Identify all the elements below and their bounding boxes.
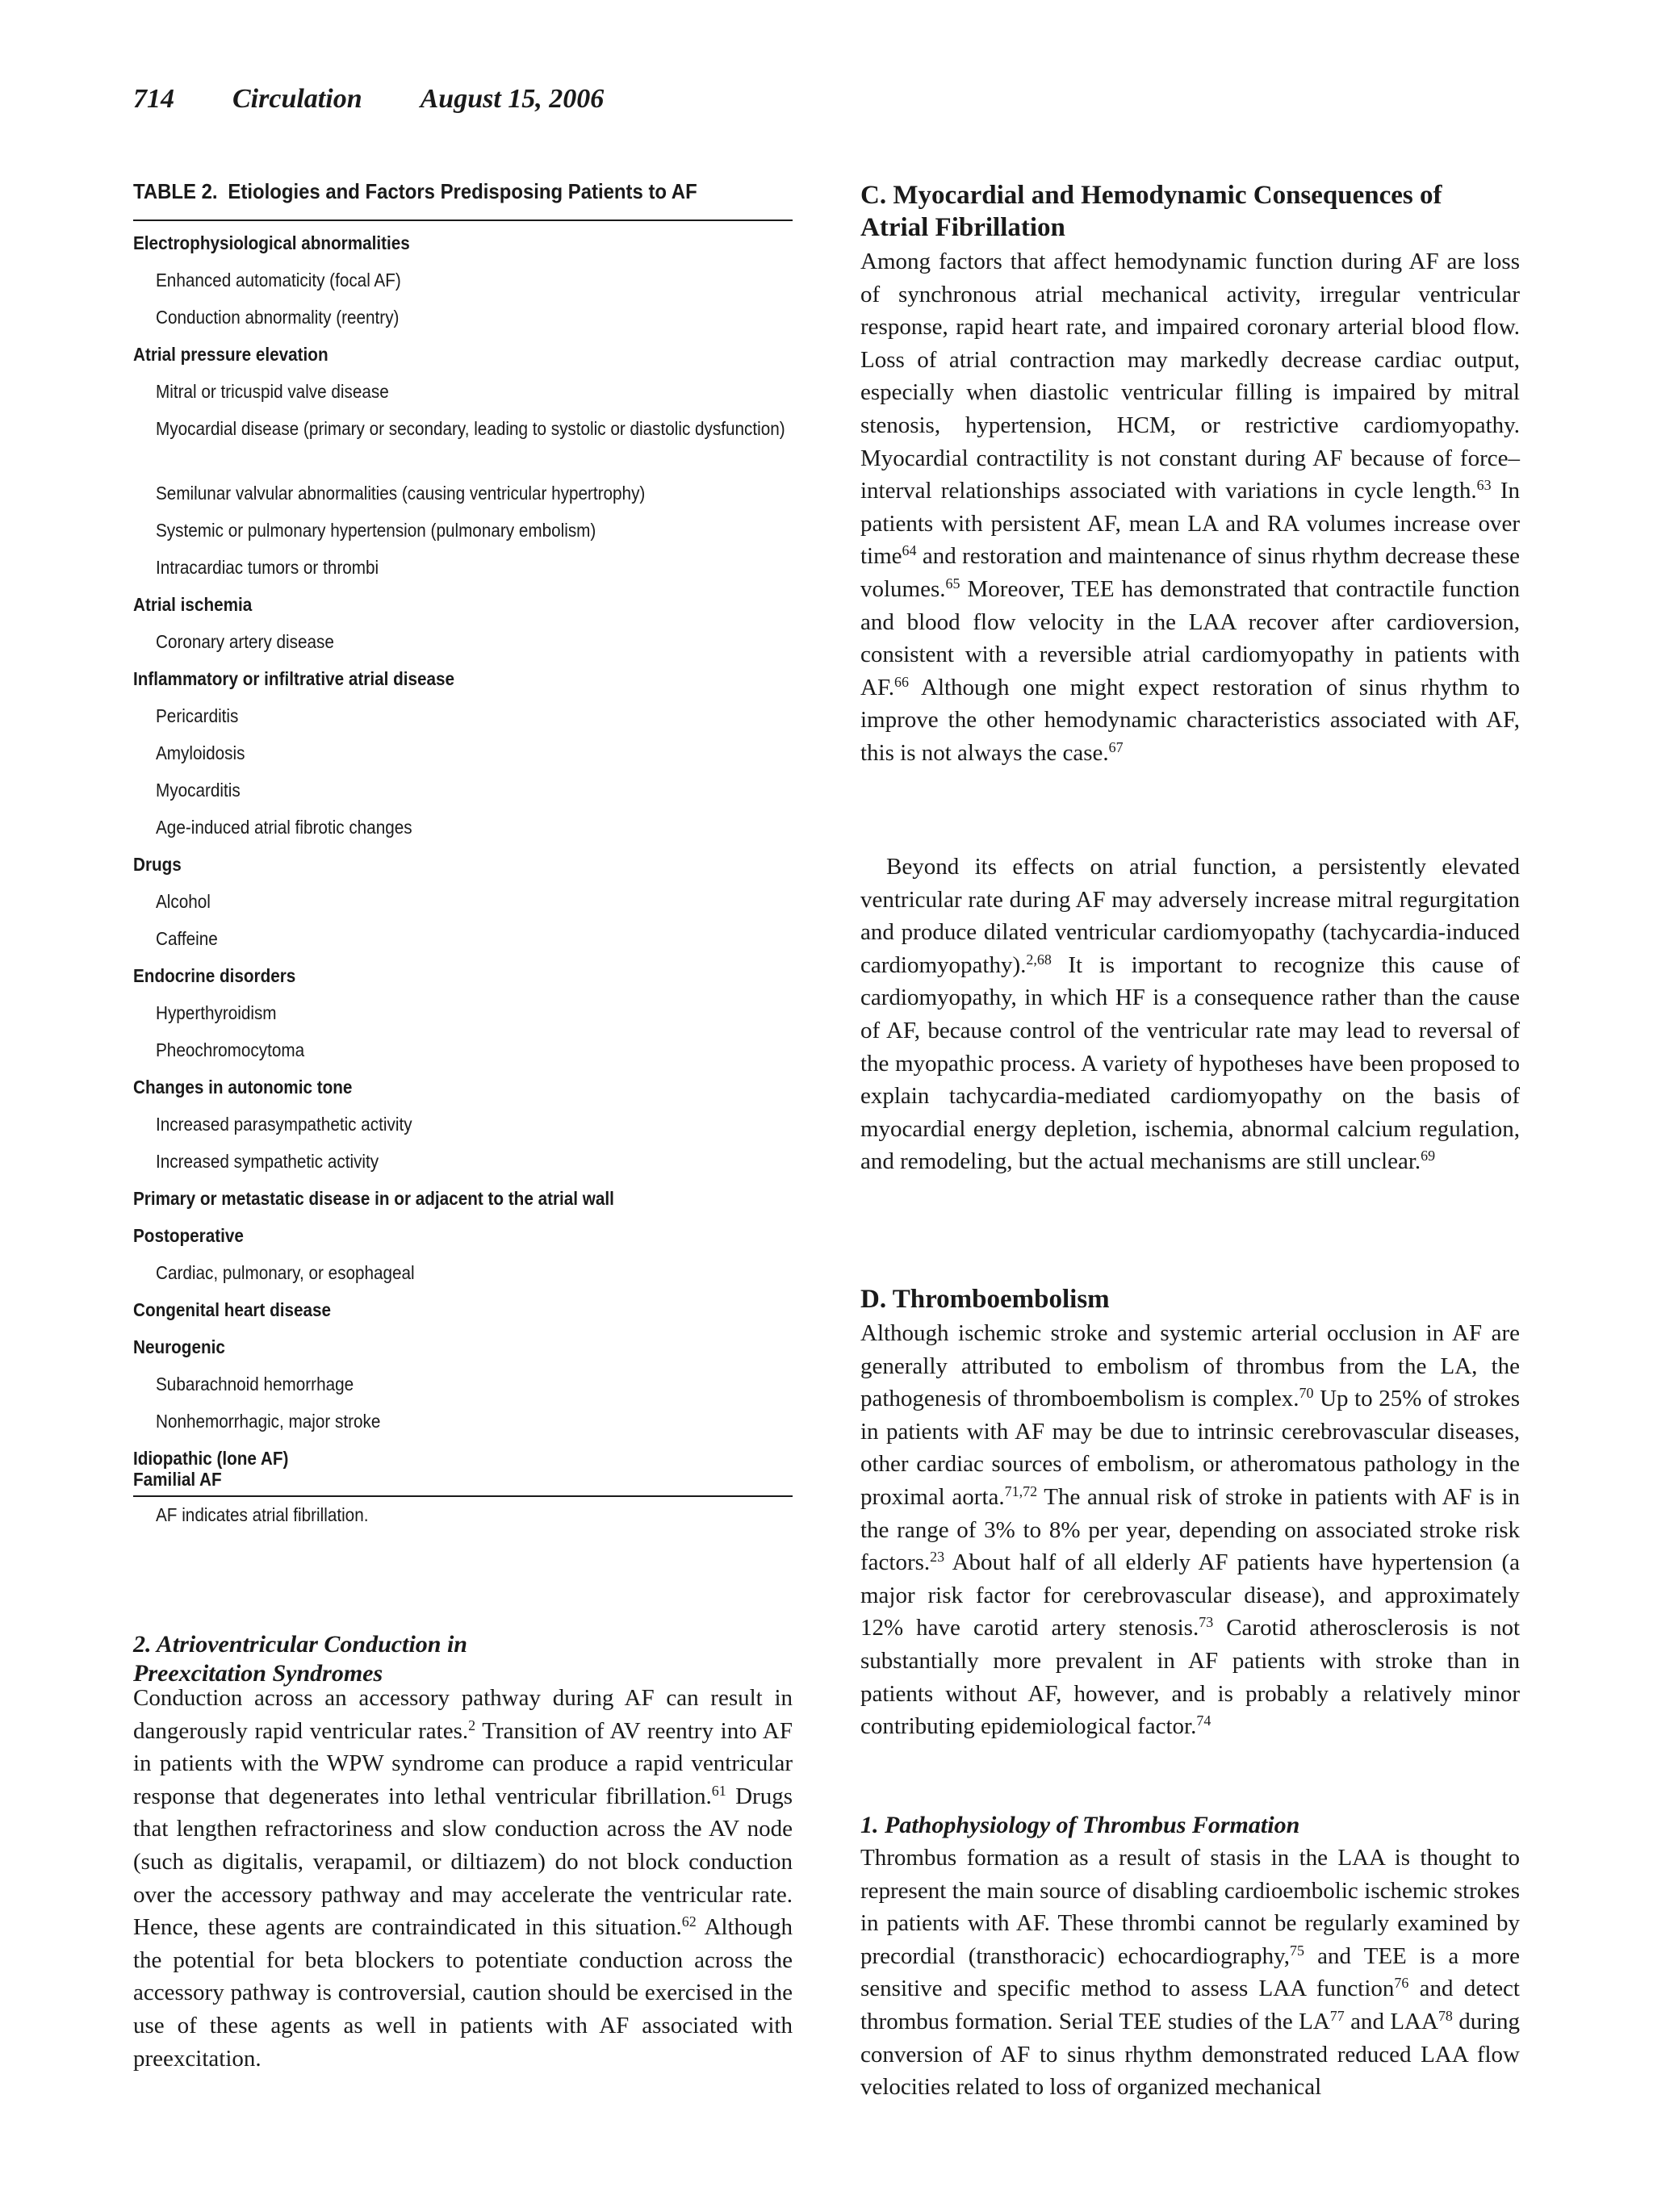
table-category-row: Endocrine disorders [133, 965, 296, 986]
section-heading-thromboembolism: D. Thromboembolism [860, 1285, 1110, 1314]
table-item-row: Increased parasympathetic activity [156, 1114, 412, 1135]
table-category-row: Postoperative [133, 1225, 244, 1246]
table-category-row: Atrial pressure elevation [133, 344, 329, 365]
table-item-row: Subarachnoid hemorrhage [156, 1374, 354, 1395]
table-item-row: Intracardiac tumors or thrombi [156, 557, 379, 578]
issue-date: August 15, 2006 [420, 84, 605, 114]
table-item-row: Conduction abnormality (reentry) [156, 307, 400, 328]
table-category-row: Congenital heart disease [133, 1299, 332, 1320]
section-heading-thrombus-formation: 1. Pathophysiology of Thrombus Formation [860, 1812, 1300, 1838]
table-footnote: AF indicates atrial fibrillation. [156, 1504, 369, 1525]
table-item-row: Caffeine [156, 928, 218, 949]
table-bottom-rule [133, 1495, 793, 1497]
table-item-row: Nonhemorrhagic, major stroke [156, 1411, 381, 1432]
paragraph-thrombus-formation: Thrombus formation as a result of stasis in the LAA is thought to represent the main source of disabling cardioembolic ischemic strokes in patients with AF. These thrombi cannot be regularly examined by precordial (transthoracic) echocardiography,$^{75}$ and TEE is a more sensitive and specific method to assess LAA function$^{76}$ and detect thrombus formation. Serial TEE studies of the LA$^{77}$ and LAA$^{78}$ during conversion of AF to sinus rhythm demonstrated reduced LAA flow velocities related to loss of organized mechanical [860, 1845, 1521, 2101]
table-category-row: Atrial ischemia [133, 594, 253, 615]
table-category-row: Neurogenic [133, 1336, 225, 1357]
table-category-row: Changes in autonomic tone [133, 1077, 353, 1098]
section-heading-av-conduction: 2. Atrioventricular Conduction in Preexcitation Syndromes [133, 1631, 467, 1687]
paragraph-tachycardia-cardiomyopathy: Beyond its effects on atrial function, a persistently elevated ventricular rate during AF may adversely increase mitral regurgitation and produce dilated ventricular cardiomyopathy (tachycardia-induced cardiomyopathy).$^{2,68}$ It is important to recognize this cause of cardiomyopathy, in which HF is a consequence rather than the cause of AF, because control of the ventricular rate may lead to reversal of the myopathic process. A variety of hypotheses have been proposed to explain tachycardia-mediated cardiomyopathy on the basis of myocardial energy depletion, ischemia, abnormal calcium regulation, and remodeling, but the actual mechanisms are still unclear.$^{69}$ [860, 854, 1520, 1175]
paragraph-thromboembolism: Although ischemic stroke and systemic arterial occlusion in AF are generally attributed to embolism of thrombus from the LA, the pathogenesis of thromboembolism is complex.$^{70}$ Up to 25% of strokes in patients with AF may be due to intrinsic cerebrovascular diseases, other cardiac sources of embolism, or atheromatous pathology in the proximal aorta.$^{71,72}$ The annual risk of stroke in patients with AF is in the range of 3% to 8% per year, depending on associated stroke risk factors.$^{23}$ About half of all elderly AF patients have hypertension (a major risk factor for cerebrovascular disease), and approximately 12% have carotid artery stenosis.$^{73}$ Carotid atherosclerosis is not substantially more prevalent in AF patients with stroke than in patients without AF, however, and is probably a relatively minor contributing epidemiological factor.$^{74}$ [860, 1320, 1520, 1740]
table-item-row: Pheochromocytoma [156, 1039, 305, 1060]
table-category-row: Primary or metastatic disease in or adjacent to the atrial wall [133, 1188, 614, 1209]
journal-name: Circulation [232, 84, 362, 114]
table-item-row: Amyloidosis [156, 742, 245, 763]
table-label: TABLE 2. [133, 179, 218, 203]
table-category-row: Familial AF [133, 1469, 222, 1490]
table-item-row: Myocarditis [156, 780, 241, 801]
table-item-row: Increased sympathetic activity [156, 1151, 379, 1172]
table-item-row: Pericarditis [156, 705, 239, 726]
table-category-row: Electrophysiological abnormalities [133, 232, 410, 253]
paragraph-hemodynamic-factors: Among factors that affect hemodynamic function during AF are loss of synchronous atrial mechanical activity, irregular ventricular response, rapid heart rate, and impaired coronary arterial blood flow. Loss of atrial contraction may markedly decrease cardiac output, especially when diastolic ventricular filling is impaired by mitral stenosis, hypertension, HCM, or restrictive cardiomyopathy. Myocardial contractility is not constant during AF because of force–interval relationships associated with variations in cycle length.$^{63}$ In patients with persistent AF, mean LA and RA volumes increase over time$^{64}$ and restoration and maintenance of sinus rhythm decrease these volumes.$^{65}$ Moreover, TEE has demonstrated that contractile function and blood flow velocity in the LAA recover after cardioversion, consistent with a reversible atrial cardiomyopathy in patients with AF.$^{66}$ Although one might expect restoration of sinus rhythm to improve the other hemodynamic characteristics associated with AF, this is not always the case.$^{67}$ [860, 249, 1520, 766]
table-item-row: Cardiac, pulmonary, or esophageal [156, 1262, 415, 1283]
table-item-row: Mitral or tricuspid valve disease [156, 381, 389, 402]
table-category-row: Drugs [133, 854, 182, 875]
section-heading-myocardial-consequences: C. Myocardial and Hemodynamic Consequences of Atrial Fibrillation [860, 181, 1442, 242]
table-item-row: Myocardial disease (primary or secondary, leading to systolic or diastolic dysfunction) [156, 418, 785, 439]
table-item-row: Systemic or pulmonary hypertension (pulmonary embolism) [156, 520, 596, 541]
table-title: Etiologies and Factors Predisposing Patients to AF [228, 179, 697, 203]
paragraph-av-conduction: Conduction across an accessory pathway during AF can result in dangerously rapid ventricular rates.$^2$ Transition of AV reentry into AF in patients with the WPW syndrome can produce a rapid ventricular response that degenerates into lethal ventricular fibrillation.$^{61}$ Drugs that lengthen refractoriness and slow conduction across the AV node (such as digitalis, verapamil, or diltiazem) do not block conduction over the accessory pathway and may accelerate the ventricular rate. Hence, these agents are contraindicated in this situation.$^{62}$ Although the potential for beta blockers to potentiate conduction across the accessory pathway is controversial, caution should be exercised in the use of these agents as well in patients with AF associated with preexcitation. [133, 1685, 793, 2072]
running-header [133, 84, 662, 115]
page-number: 714 [133, 84, 174, 114]
table-category-row: Idiopathic (lone AF) [133, 1448, 289, 1469]
table-item-row: Semilunar valvular abnormalities (causing ventricular hypertrophy) [156, 483, 646, 504]
table-item-row: Age-induced atrial fibrotic changes [156, 817, 412, 838]
table-category-row: Inflammatory or infiltrative atrial disease [133, 668, 455, 689]
table-item-row: Hyperthyroidism [156, 1002, 277, 1023]
table-item-row: Enhanced automaticity (focal AF) [156, 270, 401, 291]
table-caption [133, 179, 740, 204]
table-top-rule [133, 220, 793, 221]
table-item-row: Coronary artery disease [156, 631, 334, 652]
table-item-row: Alcohol [156, 891, 211, 912]
